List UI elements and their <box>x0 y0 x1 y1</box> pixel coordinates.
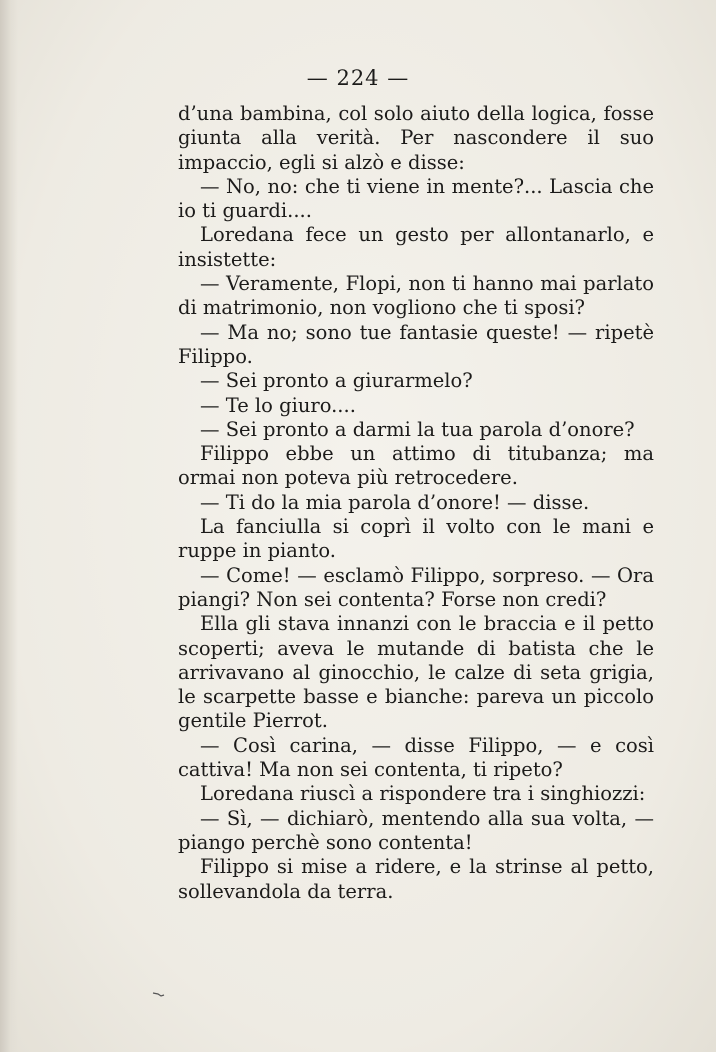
paragraph: — Così carina, — disse Filippo, — e così cattiva! Ma non sei contenta, ti ripeto? <box>178 733 654 782</box>
paragraph: Filippo si mise a ridere, e la strinse al petto, sollevandola da terra. <box>178 855 654 903</box>
page-number: — 224 — <box>306 66 410 90</box>
paragraph: Loredana riuscì a rispondere tra i singhiozzi: <box>200 782 646 806</box>
paragraph: Filippo ebbe un attimo di titubanza; ma ormai non poteva più retrocedere. <box>178 442 654 490</box>
paragraph: Loredana fece un gesto per allontanarlo, e insistette: <box>178 223 654 271</box>
paragraph: — Sei pronto a giurarmelo? <box>200 369 473 393</box>
paragraph: Ella gli stava innanzi con le braccia e il petto scoperti; aveva le mutande di batista che le arrivavano al ginocchio, le calze di seta grigia, le scarpette basse e bianche: pareva un piccolo gentile Pierrot. <box>178 612 654 733</box>
paragraph: — Ma no; sono tue fantasie queste! — ripetè Filippo. <box>178 320 654 368</box>
page-text <box>178 102 654 904</box>
page-binding-edge <box>0 0 18 1052</box>
paragraph: — No, no: che ti viene in mente?... Lascia che io ti guardi.... <box>178 174 654 223</box>
paragraph: — Sei pronto a darmi la tua parola d’onore? <box>200 417 635 441</box>
paragraph: — Te lo giuro.... <box>200 393 356 417</box>
paragraph: La fanciulla si coprì il volto con le mani e ruppe in pianto. <box>178 515 654 563</box>
paragraph: — Sì, — dichiarò, mentendo alla sua volta, — piango perchè sono contenta! <box>178 806 654 854</box>
paragraph: — Come! — esclamò Filippo, sorpreso. — Ora piangi? Non sei contenta? Forse non credi? <box>178 563 654 611</box>
paragraph: — Veramente, Flopi, non ti hanno mai parlato di matrimonio, non vogliono che ti sposi? <box>178 272 654 320</box>
paragraph: d’una bambina, col solo aiuto della logica, fosse giunta alla verità. Per nascondere il suo impaccio, egli si alzò e disse: <box>178 102 654 174</box>
ink-speck <box>152 990 166 998</box>
paragraph: — Ti do la mia parola d’onore! — disse. <box>200 490 590 514</box>
